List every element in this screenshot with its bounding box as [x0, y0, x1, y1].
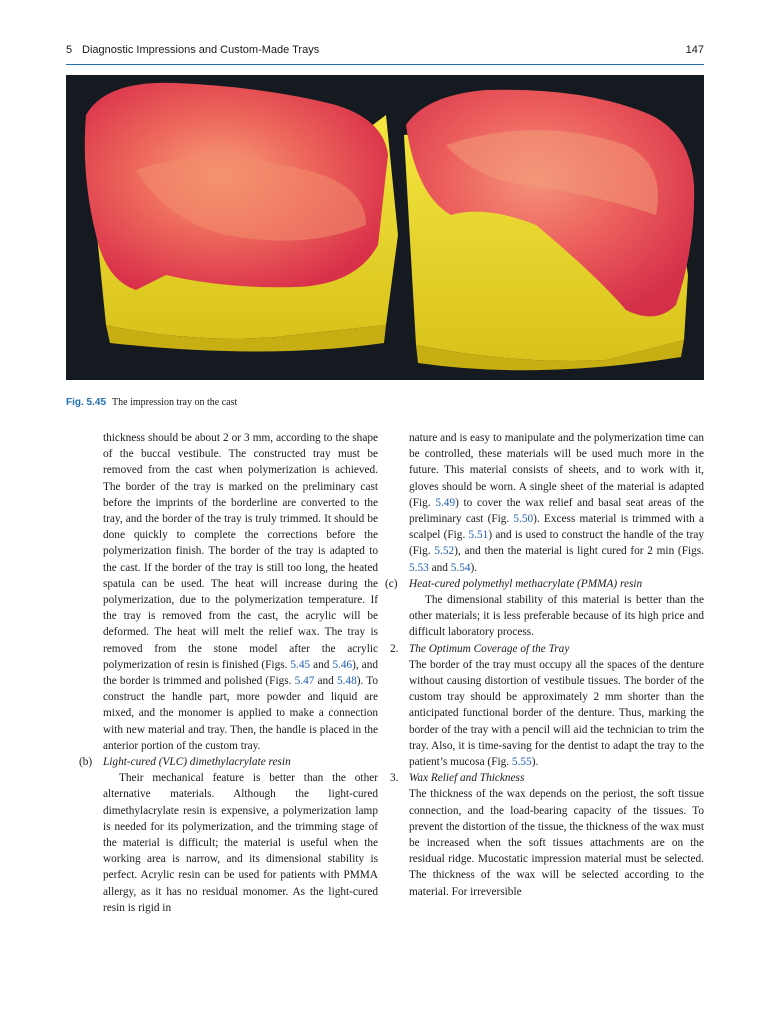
- paragraph: The dimensional stability of this material is better than the other materials; it is less preferable because of its high price and difficult laboratory process.: [409, 594, 704, 639]
- subsection-c-heading: (c) Heat-cured polymethyl methacrylate (PMMA) resin: [409, 576, 704, 592]
- impression-tray-photo: [66, 75, 704, 380]
- figure-label: Fig. 5.45: [66, 397, 107, 408]
- section-3-heading: 3. Wax Relief and Thickness: [409, 770, 704, 786]
- figure-link[interactable]: 5.51: [468, 529, 489, 542]
- paragraph: The border of the tray must occupy all the spaces of the denture without causing distortion of vestibule tissues. The border of the custom tray should be approximately 2 mm shorter than the anticipated functional border of the denture. Thus, marking the border of the tray with a pencil will aid the technician to trim the tray. Also, it is time-saving for the dentist to adapt the tray to the patient’s mucosa (Fig. 5.55).: [409, 658, 704, 769]
- subsection-b-heading: (b) Light-cured (VLC) dimethylacrylate resin: [103, 754, 378, 770]
- paragraph: nature and is easy to manipulate and the polymerization time can be controlled, these materials will be used much more in the future. This material consists of sheets, and to work with it, gloves should be worn. A single sheet of the material is adapted (Fig. 5.49) to cover the wax relief and basal seat areas of the preliminary cast (Fig. 5.50). Excess material is trimmed with a scalpel (Fig. 5.51) and is used to construct the handle of the tray (Fig. 5.52), and then the material is light cured for 2 min (Figs. 5.53 and 5.54).: [409, 432, 704, 574]
- figure-caption: [66, 396, 704, 409]
- figure-link[interactable]: 5.52: [434, 545, 455, 558]
- list-marker: 2.: [390, 642, 399, 655]
- figure-link[interactable]: 5.48: [336, 675, 357, 688]
- caption-text: The impression tray on the cast: [112, 397, 238, 408]
- figure-link[interactable]: 5.49: [435, 496, 456, 509]
- list-marker: (b): [79, 756, 93, 769]
- chapter-title: Diagnostic Impressions and Custom-Made Trays: [82, 44, 320, 56]
- paragraph: thickness should be about 2 or 3 mm, according to the shape of the buccal vestibule. The constructed tray must be removed from the cast when polymerization is achieved. The border of the tray is marked on the preliminary cast before the imprints of the borderline are converted to the tray, and the border of the tray is truly trimmed. It should be done quickly to complete the corrections before the polymerization finish. The border of the tray is adapted to the cast. If the border of the tray is still too long, the heated spatula can be used. The heat will increase during the polymerization, due to the polymerization temperature. If the tray is removed from the cast, the acrylic will be deformed. The heat will melt the relief wax. The tray is removed from the stone model after the acrylic polymerization of resin is finished (Figs. 5.45 and 5.46), and the border is trimmed and polished (Figs. 5.47 and 5.48). To construct the handle part, more powder and liquid are mixed, and the monomer is applied to make a connection with new material and tray. Then, the handle is placed in the anterior portion of the custom tray.: [103, 432, 378, 752]
- figure-link[interactable]: 5.53: [409, 561, 429, 574]
- section-2-heading: 2. The Optimum Coverage of the Tray: [409, 641, 704, 657]
- right-column: [385, 430, 704, 900]
- figure-link[interactable]: 5.46: [332, 658, 353, 671]
- chapter-number: 5: [66, 44, 73, 56]
- left-column: [79, 430, 378, 916]
- paragraph: Their mechanical feature is better than the other alternative materials. Although the light-cured dimethylacrylate resin is expensive, a polymerization lamp is needed for its polymerization, and the trimming stage of the material is difficult; the material is useful when the working area is narrow, and its dimensional stability is perfect. Acrylic resin can be used for patients with PMMA allergy, as it has no residual monomer. As the light-cured resin is rigid in: [103, 772, 378, 914]
- list-marker: 3.: [390, 772, 399, 785]
- figure-link[interactable]: 5.54: [450, 561, 471, 574]
- figure-photo: [66, 75, 704, 380]
- page-number: 147: [685, 44, 704, 56]
- running-header: [66, 44, 704, 62]
- figure-link[interactable]: 5.45: [290, 658, 311, 671]
- figure-link[interactable]: 5.47: [294, 675, 315, 688]
- header-rule: [66, 64, 704, 65]
- list-marker: (c): [385, 577, 398, 590]
- figure-link[interactable]: 5.50: [513, 513, 534, 526]
- figure-link[interactable]: 5.55: [511, 756, 532, 769]
- paragraph: The thickness of the wax depends on the periost, the soft tissue connection, and the load-bearing capacity of the tissues. To prevent the distortion of the tissue, the thickness of the wax must be increased when the soft tissues attachments are on the residual ridge. Mucostatic impression material must be selected. The thickness of the wax will be selected according to the material. For irreversible: [409, 788, 704, 898]
